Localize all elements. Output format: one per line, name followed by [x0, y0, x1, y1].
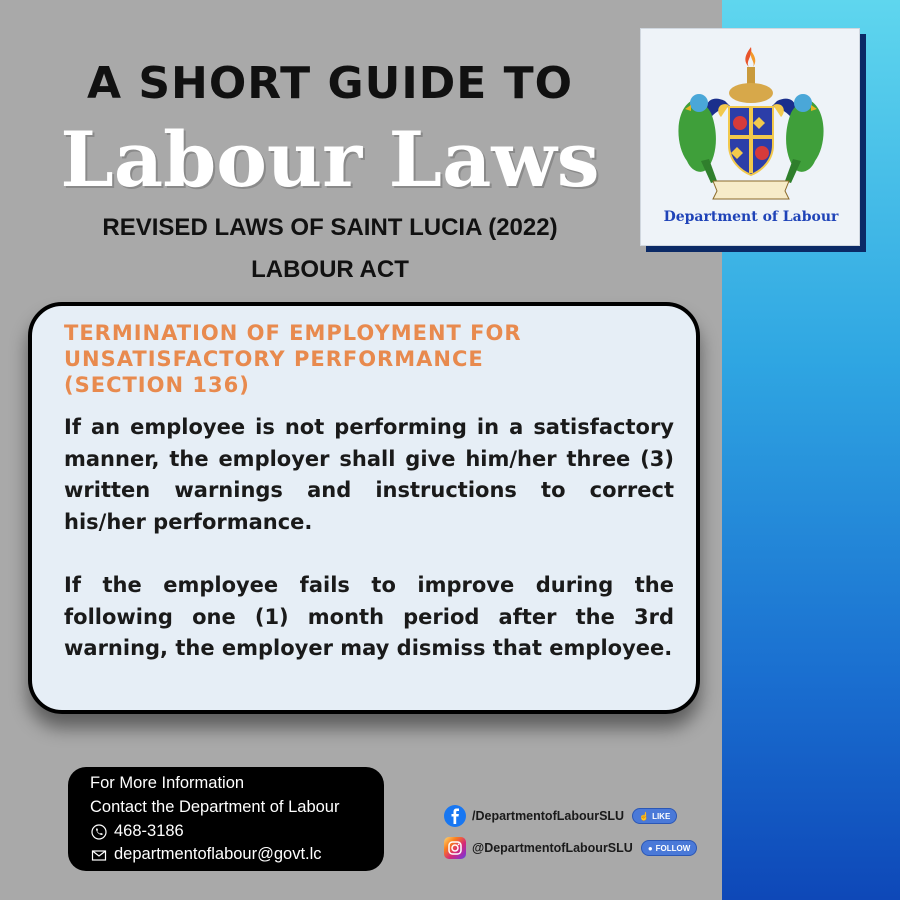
follow-button-label: FOLLOW [655, 843, 691, 853]
page-title: Labour Laws [60, 115, 600, 204]
phone-icon [90, 823, 108, 841]
facebook-icon[interactable] [444, 805, 466, 827]
contact-email [90, 845, 322, 864]
section-heading [64, 320, 624, 398]
contact-heading: For More Information [90, 774, 245, 792]
title-top: A SHORT GUIDE TO [86, 58, 574, 109]
instagram-icon[interactable] [444, 837, 466, 859]
instagram-row [444, 836, 697, 860]
follow-button[interactable] [641, 840, 698, 856]
phone-number: 468-3186 [114, 822, 184, 840]
section-heading-line: UNSATISFACTORY PERFORMANCE [64, 347, 484, 371]
subtitle-law: REVISED LAWS OF SAINT LUCIA (2022) [102, 214, 558, 241]
contact-department: Contact the Department of Labour [90, 798, 340, 816]
mail-icon [90, 846, 108, 864]
facebook-handle[interactable]: /DepartmentofLabourSLU [472, 809, 625, 823]
paragraph-dismissal: If the employee fails to improve during the following one (1) month period after the 3rd warning, the employer may dismiss that employee. [64, 573, 674, 660]
email-address[interactable]: departmentoflabour@govt.lc [114, 845, 322, 863]
contact-phone [90, 822, 184, 841]
instagram-handle[interactable]: @DepartmentofLabourSLU [472, 841, 633, 855]
crest-caption: Department of Labour [663, 209, 839, 225]
facebook-row [444, 804, 677, 828]
subtitle-act: LABOUR ACT [251, 256, 409, 283]
person-icon: ● [647, 843, 653, 853]
coat-of-arms-icon [661, 41, 841, 207]
paragraph-warnings: If an employee is not performing in a satisfactory manner, the employer shall give him/her three (3) written warnings and instructions to correct his/her performance. [64, 415, 674, 534]
content-card [28, 302, 700, 714]
thumbs-up-icon: ☝ [639, 811, 650, 821]
crest-card [640, 28, 860, 246]
section-heading-line: TERMINATION OF EMPLOYMENT FOR [64, 321, 522, 345]
like-button[interactable] [632, 808, 677, 824]
section-heading-line: (SECTION 136) [64, 373, 250, 397]
contact-info-box [68, 767, 384, 871]
like-button-label: LIKE [652, 811, 671, 821]
